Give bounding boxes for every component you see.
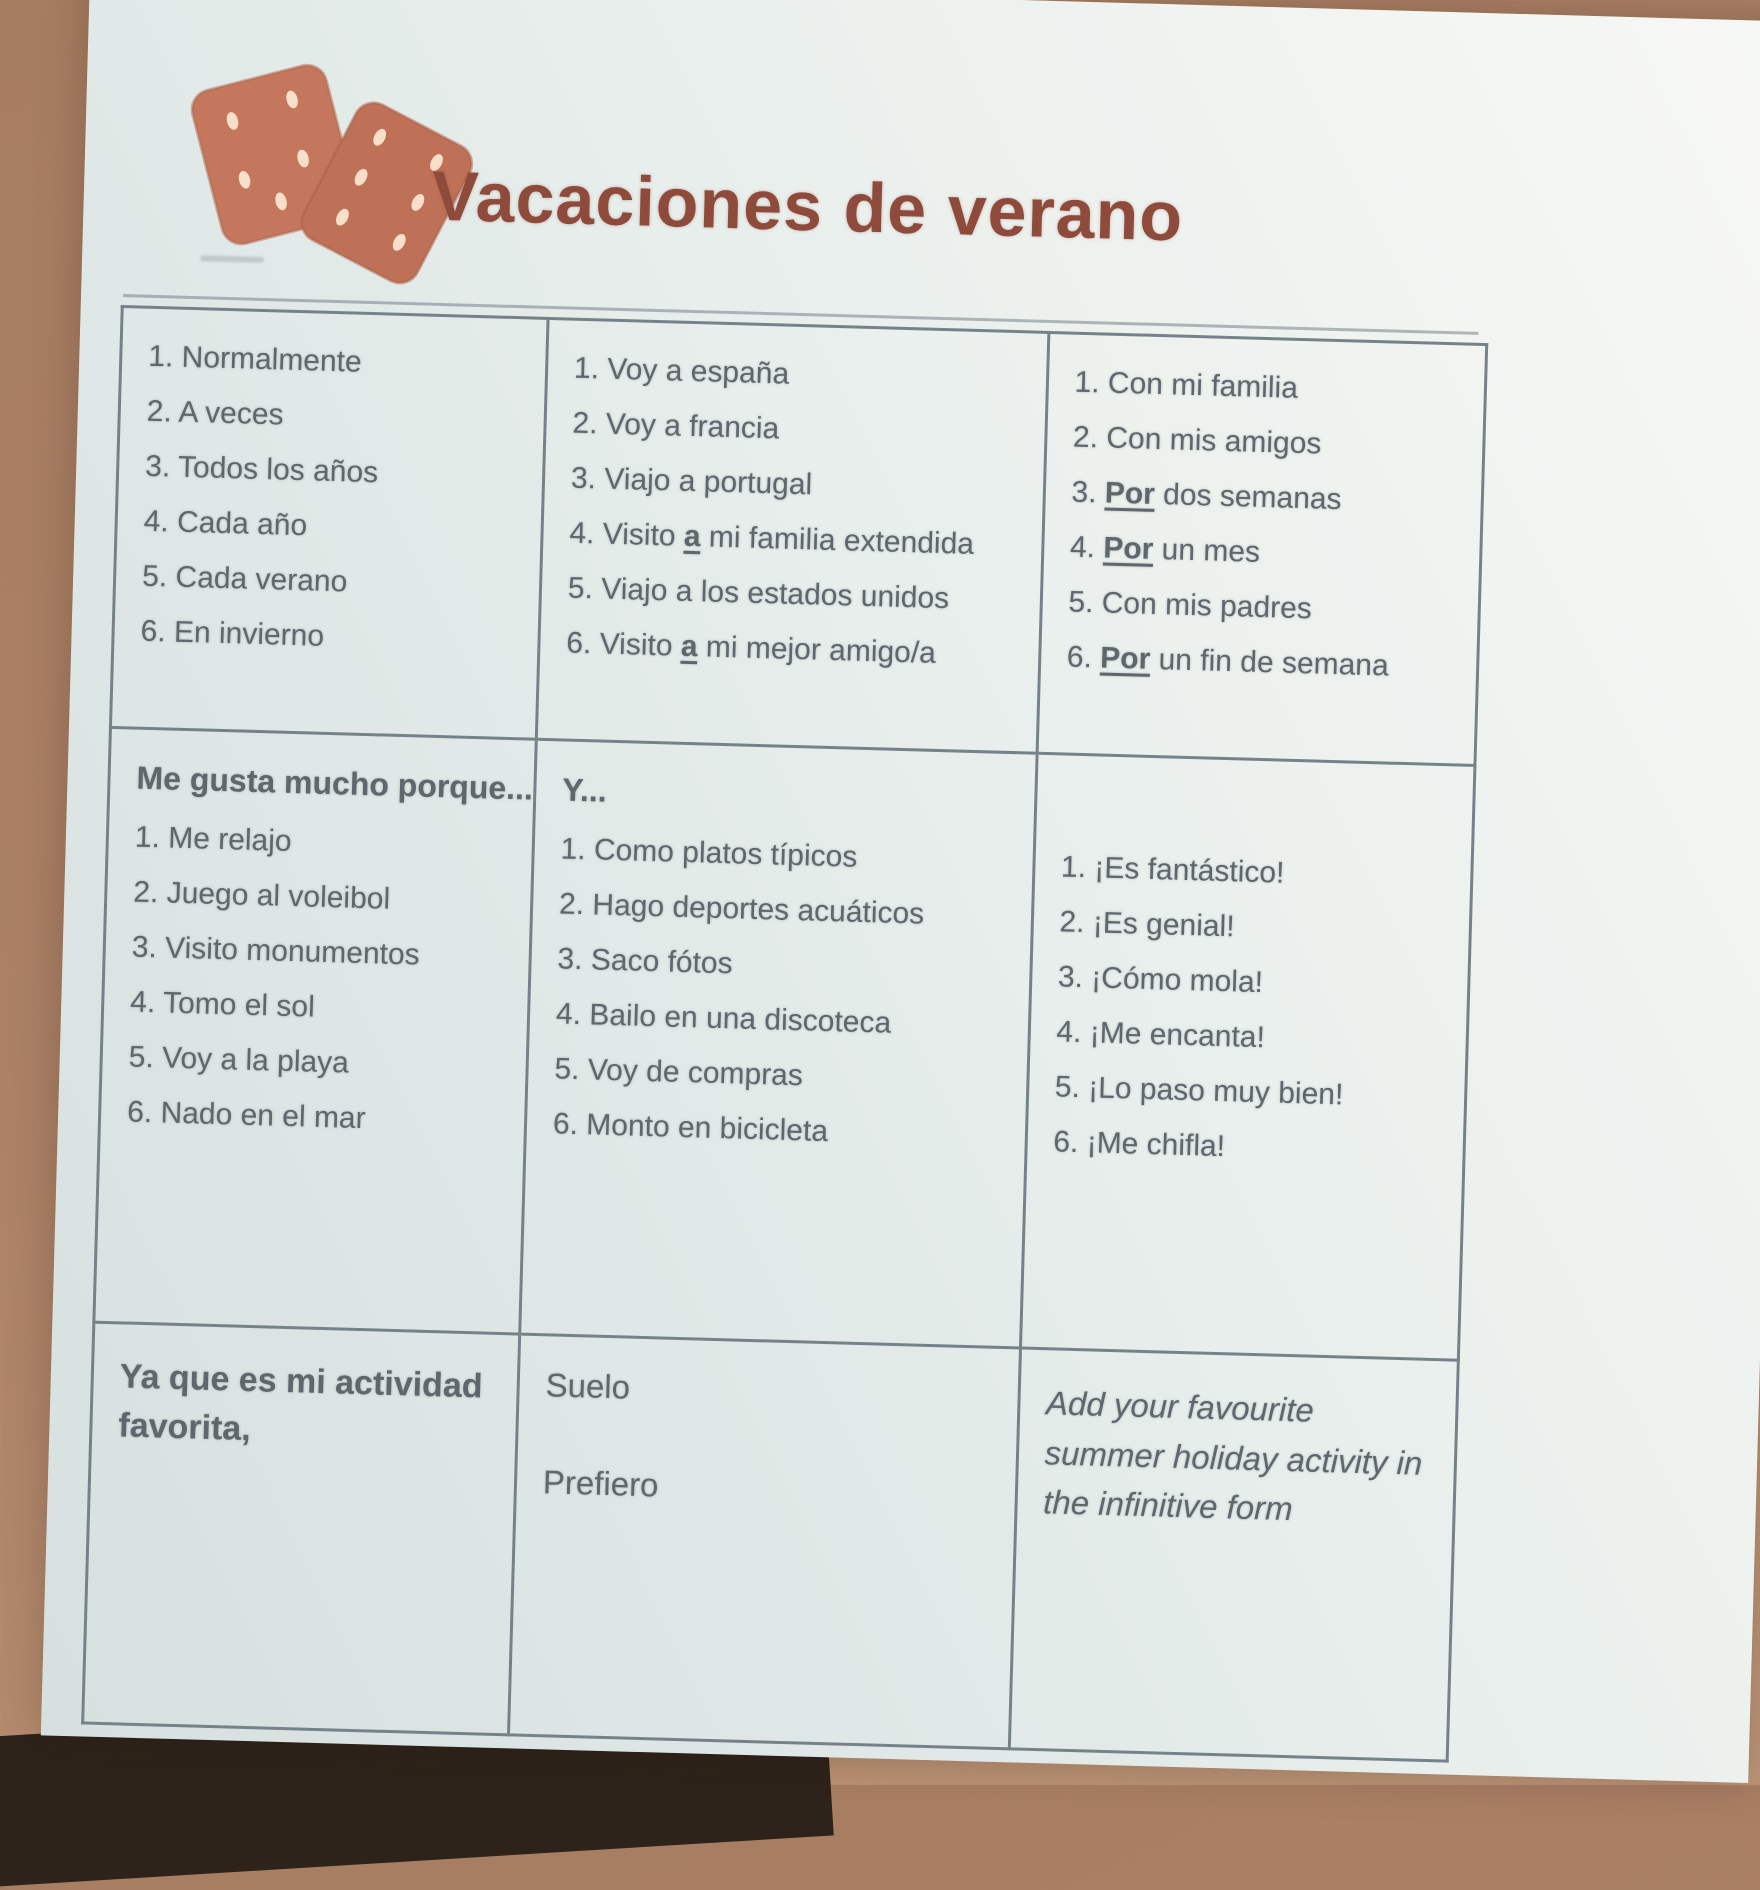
list-item: 5. Voy a la playa <box>128 1040 350 1080</box>
list-item: 3. Visito monumentos <box>131 930 421 972</box>
list-item: 5. Viajo a los estados unidos <box>567 571 950 616</box>
vocab-table <box>81 305 1488 1763</box>
list-item: 4. Cada año <box>143 504 308 543</box>
table-row <box>83 1322 1459 1761</box>
slide-title: Vacaciones de verano <box>430 156 1185 256</box>
list-item: 3. Por dos semanas <box>1071 475 1343 517</box>
list-item: 5. Voy de compras <box>554 1051 804 1092</box>
text-line: Prefiero <box>542 1463 660 1504</box>
text-line: Add your favourite summer holiday activity in the infinitive form <box>1042 1384 1423 1528</box>
list-item: 4. Visito a mi familia extendida <box>569 516 975 561</box>
cell-header: Y... <box>561 771 608 809</box>
list-item: 3. Todos los años <box>144 449 379 490</box>
list-item: 2. ¡Es genial! <box>1059 905 1236 944</box>
list-item: 2. Con mis amigos <box>1072 420 1322 461</box>
list-item: 1. Con mi familia <box>1074 365 1299 405</box>
list-item: 2. Voy a francia <box>572 406 780 446</box>
table-row <box>110 307 1486 766</box>
list-item: 3. Viajo a portugal <box>570 461 813 502</box>
list-item: 2. Hago deportes acuáticos <box>558 887 925 931</box>
text-line: Ya que es mi actividad favorita, <box>117 1357 484 1449</box>
list-item: 5. Con mis padres <box>1067 585 1313 626</box>
cell-activity-phrases <box>520 739 1037 1348</box>
cell-task-instruction <box>1009 1348 1458 1761</box>
cell-destination-phrases <box>536 318 1048 753</box>
list-item: 2. A veces <box>146 394 284 432</box>
list-item: 6. Visito a mi mejor amigo/a <box>565 626 937 670</box>
list-item: 5. Cada verano <box>141 559 348 599</box>
cell-header: Me gusta mucho porque... <box>136 759 534 807</box>
list-item: 3. Saco fótos <box>557 942 734 980</box>
list-item: 4. ¡Me encanta! <box>1055 1015 1266 1055</box>
list-item: 2. Juego al voleibol <box>132 875 391 916</box>
list-item: 6. Por un fin de semana <box>1066 640 1390 683</box>
list-item: 6. En invierno <box>140 614 325 653</box>
list-item: 1. Como platos típicos <box>560 832 858 874</box>
list-item: 1. Voy a españa <box>573 351 790 391</box>
list-item: 1. ¡Es fantástico! <box>1060 850 1285 890</box>
list-item: 6. ¡Me chifla! <box>1052 1125 1226 1164</box>
text-line: Suelo <box>545 1366 631 1406</box>
list-item: 4. Por un mes <box>1069 530 1261 569</box>
list-item: 6. Nado en el mar <box>126 1095 367 1135</box>
cell-opinion-phrases <box>1020 753 1475 1360</box>
list-item: 3. ¡Cómo mola! <box>1057 960 1264 1000</box>
list-item: 1. Normalmente <box>147 339 363 379</box>
list-item: 4. Tomo el sol <box>129 985 316 1024</box>
list-item: 1. Me relajo <box>134 820 293 858</box>
cell-suelo-prefiero <box>508 1334 1020 1749</box>
slide <box>41 0 1760 1783</box>
table-row <box>94 727 1475 1360</box>
cell-companion-duration-phrases <box>1037 332 1487 765</box>
cell-reason-phrases <box>94 727 536 1334</box>
list-item: 6. Monto en bicicleta <box>552 1106 829 1148</box>
vocab-table-wrap <box>81 305 1488 1763</box>
cell-favourite-activity-phrase <box>83 1322 520 1735</box>
list-item: 5. ¡Lo paso muy bien! <box>1054 1070 1344 1112</box>
list-item: 4. Bailo en una discoteca <box>555 997 892 1040</box>
cell-frequency-phrases <box>110 307 547 740</box>
